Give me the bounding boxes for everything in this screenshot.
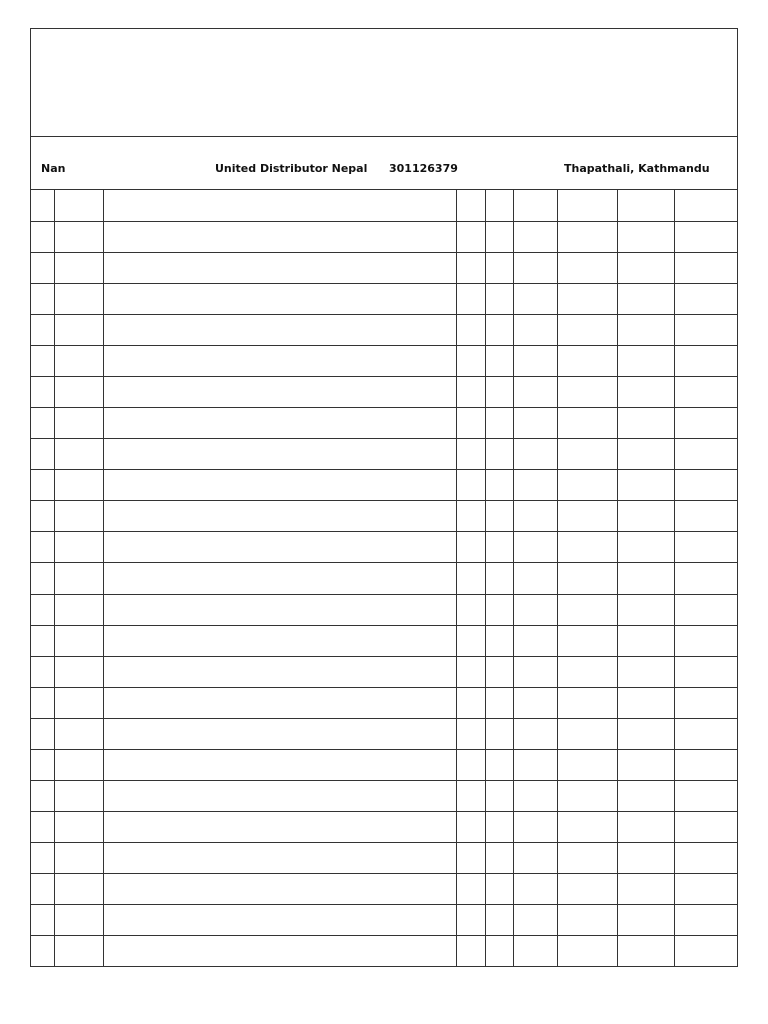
- table-cell: [513, 843, 557, 874]
- table-cell: [557, 501, 617, 532]
- table-cell: [557, 470, 617, 501]
- table-cell: [674, 439, 738, 470]
- table-cell: [103, 190, 456, 221]
- grid-body: [31, 190, 738, 967]
- table-row: [31, 283, 738, 314]
- table-cell: [54, 501, 103, 532]
- table-cell: [513, 221, 557, 252]
- table-cell: [31, 345, 54, 376]
- table-cell: [617, 470, 674, 501]
- table-cell: [485, 905, 513, 936]
- table-row: [31, 532, 738, 563]
- table-cell: [31, 936, 54, 967]
- table-cell: [557, 936, 617, 967]
- table-cell: [617, 314, 674, 345]
- table-cell: [54, 190, 103, 221]
- table-cell: [31, 687, 54, 718]
- table-cell: [31, 780, 54, 811]
- table-cell: [456, 314, 485, 345]
- table-cell: [485, 376, 513, 407]
- table-cell: [617, 874, 674, 905]
- table-cell: [54, 252, 103, 283]
- table-cell: [513, 905, 557, 936]
- table-row: [31, 190, 738, 221]
- customer-name: Nan: [41, 162, 66, 175]
- table-cell: [54, 843, 103, 874]
- table-cell: [617, 221, 674, 252]
- table-cell: [456, 221, 485, 252]
- table-cell: [103, 408, 456, 439]
- table-cell: [557, 408, 617, 439]
- table-cell: [31, 718, 54, 749]
- table-cell: [54, 812, 103, 843]
- table-cell: [54, 470, 103, 501]
- table-cell: [513, 780, 557, 811]
- table-cell: [674, 408, 738, 439]
- table-cell: [674, 532, 738, 563]
- table-cell: [456, 408, 485, 439]
- table-cell: [617, 749, 674, 780]
- table-cell: [54, 532, 103, 563]
- table-cell: [103, 780, 456, 811]
- table-cell: [485, 718, 513, 749]
- table-cell: [674, 470, 738, 501]
- table-cell: [513, 314, 557, 345]
- table-cell: [617, 408, 674, 439]
- table-cell: [674, 687, 738, 718]
- table-cell: [617, 780, 674, 811]
- table-cell: [617, 252, 674, 283]
- table-cell: [674, 749, 738, 780]
- table-cell: [31, 283, 54, 314]
- table-cell: [485, 656, 513, 687]
- table-cell: [557, 687, 617, 718]
- table-cell: [456, 190, 485, 221]
- table-cell: [674, 221, 738, 252]
- table-cell: [513, 594, 557, 625]
- table-cell: [513, 376, 557, 407]
- table-cell: [557, 843, 617, 874]
- table-cell: [103, 439, 456, 470]
- table-row: [31, 252, 738, 283]
- table-cell: [617, 812, 674, 843]
- table-cell: [54, 221, 103, 252]
- table-cell: [557, 594, 617, 625]
- table-cell: [456, 252, 485, 283]
- table-cell: [513, 656, 557, 687]
- table-row: [31, 780, 738, 811]
- table-cell: [103, 252, 456, 283]
- table-row: [31, 376, 738, 407]
- line-items-grid: [31, 190, 738, 967]
- table-cell: [674, 656, 738, 687]
- table-cell: [485, 190, 513, 221]
- table-cell: [485, 532, 513, 563]
- table-cell: [54, 718, 103, 749]
- table-cell: [31, 376, 54, 407]
- table-cell: [513, 625, 557, 656]
- table-cell: [557, 221, 617, 252]
- table-cell: [54, 408, 103, 439]
- table-cell: [103, 345, 456, 376]
- table-cell: [31, 252, 54, 283]
- table-cell: [513, 501, 557, 532]
- table-cell: [103, 283, 456, 314]
- table-cell: [31, 656, 54, 687]
- table-cell: [485, 780, 513, 811]
- table-cell: [456, 656, 485, 687]
- table-cell: [31, 812, 54, 843]
- table-cell: [103, 874, 456, 905]
- table-row: [31, 501, 738, 532]
- table-cell: [54, 905, 103, 936]
- table-cell: [456, 874, 485, 905]
- header-blank-area: [31, 29, 737, 137]
- table-cell: [456, 936, 485, 967]
- table-cell: [103, 687, 456, 718]
- table-cell: [31, 594, 54, 625]
- table-cell: [485, 843, 513, 874]
- table-cell: [485, 594, 513, 625]
- table-cell: [456, 501, 485, 532]
- table-cell: [54, 687, 103, 718]
- table-row: [31, 905, 738, 936]
- table-row: [31, 718, 738, 749]
- table-cell: [557, 718, 617, 749]
- table-cell: [674, 874, 738, 905]
- table-row: [31, 749, 738, 780]
- table-cell: [456, 843, 485, 874]
- table-cell: [674, 314, 738, 345]
- table-row: [31, 812, 738, 843]
- table-cell: [456, 625, 485, 656]
- table-cell: [456, 532, 485, 563]
- table-cell: [674, 936, 738, 967]
- table-cell: [617, 532, 674, 563]
- table-cell: [485, 221, 513, 252]
- table-row: [31, 345, 738, 376]
- table-row: [31, 687, 738, 718]
- table-cell: [513, 439, 557, 470]
- table-cell: [103, 563, 456, 594]
- table-cell: [31, 625, 54, 656]
- table-row: [31, 874, 738, 905]
- table-cell: [674, 594, 738, 625]
- table-cell: [557, 812, 617, 843]
- table-cell: [557, 314, 617, 345]
- table-cell: [617, 625, 674, 656]
- table-cell: [54, 936, 103, 967]
- table-cell: [31, 563, 54, 594]
- table-cell: [674, 780, 738, 811]
- table-cell: [617, 501, 674, 532]
- table-cell: [31, 221, 54, 252]
- table-cell: [557, 376, 617, 407]
- table-cell: [557, 439, 617, 470]
- table-cell: [485, 563, 513, 594]
- table-cell: [54, 594, 103, 625]
- info-row: [31, 137, 737, 190]
- table-cell: [513, 408, 557, 439]
- table-cell: [513, 470, 557, 501]
- table-cell: [31, 470, 54, 501]
- table-cell: [617, 687, 674, 718]
- table-cell: [485, 874, 513, 905]
- table-cell: [456, 470, 485, 501]
- table-cell: [617, 843, 674, 874]
- table-cell: [456, 812, 485, 843]
- table-cell: [103, 812, 456, 843]
- table-cell: [617, 190, 674, 221]
- table-cell: [103, 656, 456, 687]
- table-cell: [557, 252, 617, 283]
- table-cell: [456, 594, 485, 625]
- table-cell: [617, 563, 674, 594]
- table-cell: [485, 501, 513, 532]
- table-cell: [557, 563, 617, 594]
- company-name: United Distributor Nepal: [215, 162, 368, 175]
- table-cell: [485, 283, 513, 314]
- table-cell: [557, 749, 617, 780]
- table-cell: [513, 252, 557, 283]
- table-cell: [103, 843, 456, 874]
- table-cell: [103, 905, 456, 936]
- address: Thapathali, Kathmandu: [564, 162, 710, 175]
- table-cell: [485, 812, 513, 843]
- table-cell: [31, 532, 54, 563]
- table-cell: [557, 283, 617, 314]
- table-cell: [674, 252, 738, 283]
- table-cell: [456, 345, 485, 376]
- table-row: [31, 594, 738, 625]
- table-cell: [674, 625, 738, 656]
- table-cell: [456, 749, 485, 780]
- table-row: [31, 314, 738, 345]
- table-cell: [456, 687, 485, 718]
- table-row: [31, 408, 738, 439]
- table-cell: [513, 563, 557, 594]
- table-cell: [54, 656, 103, 687]
- table-cell: [456, 563, 485, 594]
- table-cell: [31, 190, 54, 221]
- table-cell: [485, 314, 513, 345]
- table-cell: [54, 874, 103, 905]
- form-sheet: [30, 28, 738, 967]
- table-cell: [485, 345, 513, 376]
- table-cell: [456, 718, 485, 749]
- table-cell: [485, 470, 513, 501]
- table-cell: [103, 501, 456, 532]
- table-cell: [617, 905, 674, 936]
- table-cell: [674, 718, 738, 749]
- table-cell: [456, 376, 485, 407]
- table-cell: [54, 376, 103, 407]
- table-cell: [31, 408, 54, 439]
- table-cell: [456, 780, 485, 811]
- table-cell: [103, 376, 456, 407]
- table-cell: [674, 283, 738, 314]
- table-cell: [513, 718, 557, 749]
- table-cell: [485, 936, 513, 967]
- table-cell: [31, 314, 54, 345]
- table-row: [31, 221, 738, 252]
- table-cell: [456, 283, 485, 314]
- table-cell: [485, 625, 513, 656]
- table-row: [31, 656, 738, 687]
- table-cell: [103, 470, 456, 501]
- table-cell: [557, 656, 617, 687]
- table-cell: [674, 345, 738, 376]
- table-cell: [557, 905, 617, 936]
- table-cell: [103, 749, 456, 780]
- table-cell: [31, 501, 54, 532]
- table-cell: [103, 221, 456, 252]
- table-cell: [617, 718, 674, 749]
- table-cell: [31, 843, 54, 874]
- table-cell: [513, 812, 557, 843]
- table-cell: [674, 501, 738, 532]
- table-cell: [103, 532, 456, 563]
- table-cell: [513, 749, 557, 780]
- table-cell: [617, 345, 674, 376]
- table-cell: [54, 345, 103, 376]
- table-cell: [54, 314, 103, 345]
- reference-number: 301126379: [389, 162, 458, 175]
- table-cell: [674, 812, 738, 843]
- table-cell: [513, 283, 557, 314]
- table-cell: [617, 594, 674, 625]
- table-cell: [54, 749, 103, 780]
- table-row: [31, 843, 738, 874]
- table-cell: [617, 936, 674, 967]
- table-cell: [617, 439, 674, 470]
- table-cell: [54, 283, 103, 314]
- table-cell: [674, 190, 738, 221]
- table-cell: [456, 905, 485, 936]
- table-cell: [617, 656, 674, 687]
- table-cell: [674, 376, 738, 407]
- table-cell: [485, 252, 513, 283]
- table-cell: [617, 283, 674, 314]
- table-cell: [513, 687, 557, 718]
- table-row: [31, 563, 738, 594]
- table-cell: [103, 594, 456, 625]
- table-row: [31, 936, 738, 967]
- table-cell: [54, 563, 103, 594]
- table-cell: [513, 190, 557, 221]
- table-cell: [557, 190, 617, 221]
- table-cell: [557, 874, 617, 905]
- table-cell: [674, 563, 738, 594]
- table-row: [31, 470, 738, 501]
- table-cell: [485, 408, 513, 439]
- table-cell: [513, 532, 557, 563]
- table-cell: [557, 532, 617, 563]
- table-cell: [31, 749, 54, 780]
- table-cell: [31, 439, 54, 470]
- table-cell: [485, 687, 513, 718]
- table-cell: [674, 843, 738, 874]
- table-row: [31, 625, 738, 656]
- table-cell: [557, 625, 617, 656]
- table-cell: [54, 625, 103, 656]
- table-cell: [513, 874, 557, 905]
- table-cell: [31, 874, 54, 905]
- table-cell: [674, 905, 738, 936]
- table-cell: [513, 345, 557, 376]
- table-cell: [617, 376, 674, 407]
- table-cell: [557, 780, 617, 811]
- table-cell: [557, 345, 617, 376]
- table-cell: [456, 439, 485, 470]
- table-cell: [485, 439, 513, 470]
- table-cell: [103, 314, 456, 345]
- table-row: [31, 439, 738, 470]
- table-cell: [103, 718, 456, 749]
- table-cell: [103, 625, 456, 656]
- table-cell: [31, 905, 54, 936]
- table-cell: [54, 780, 103, 811]
- table-cell: [485, 749, 513, 780]
- table-cell: [54, 439, 103, 470]
- table-cell: [103, 936, 456, 967]
- table-cell: [513, 936, 557, 967]
